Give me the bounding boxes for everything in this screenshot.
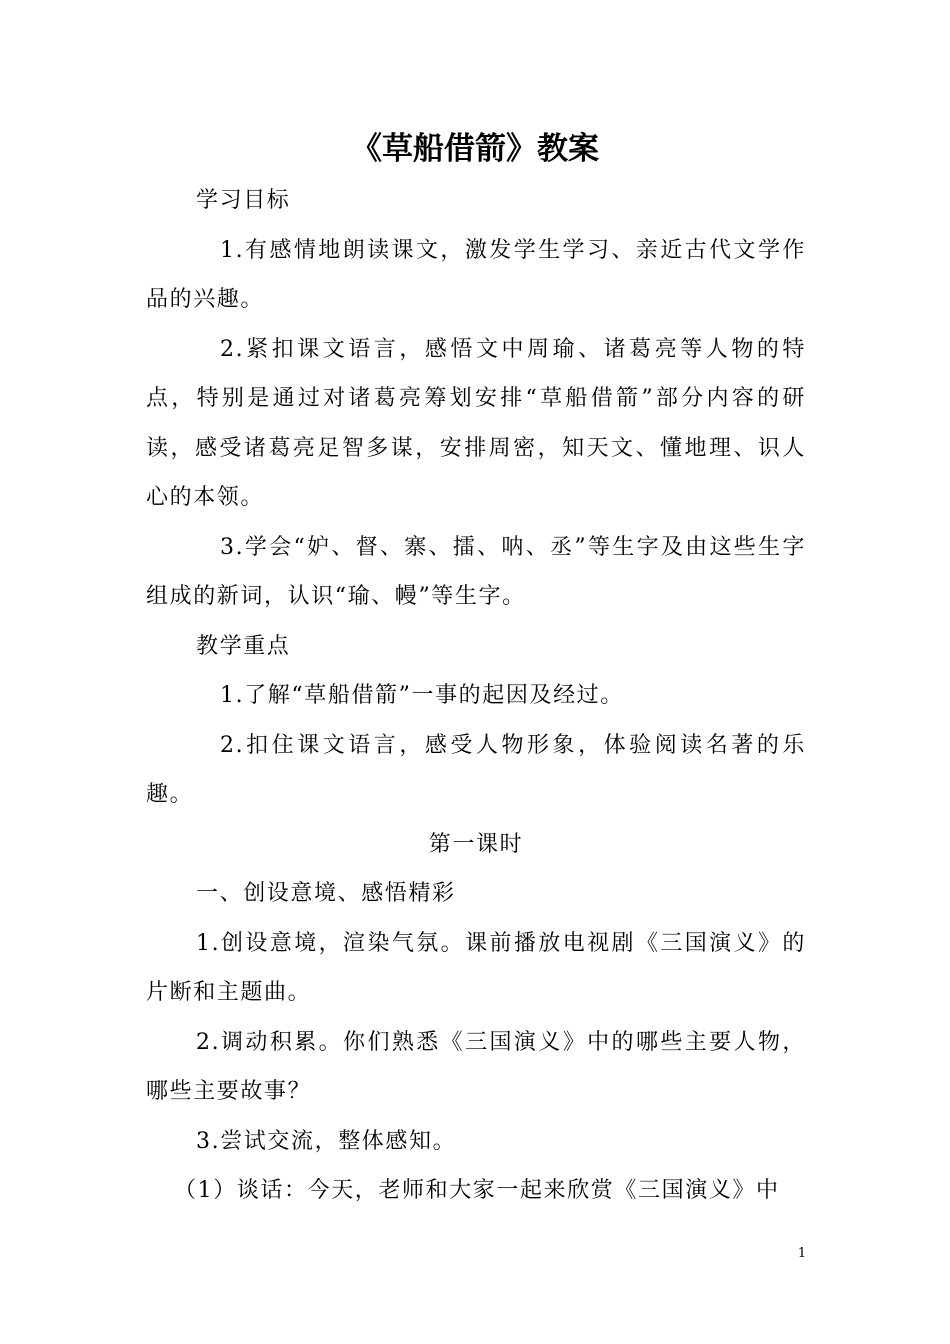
goal-item-2: 2.紧扣课文语言，感悟文中周瑜、诸葛亮等人物的特点，特别是通过对诸葛亮筹划安排“草船借箭”部分内容的研读，感受诸葛亮足智多谋，安排周密，知天文、懂地理、识人心的本领。 [146, 336, 806, 510]
step-item-2: 2.调动积累。你们熟悉《三国演义》中的哪些主要人物，哪些主要故事？ [146, 1029, 806, 1104]
document-body [146, 176, 806, 1216]
key-point-item-2: 2.扣住课文语言，感受人物形象，体验阅读名著的乐趣。 [146, 732, 806, 807]
section-heading-learning-goals: 学习目标 [196, 188, 291, 213]
section-heading-key-points: 教学重点 [196, 633, 291, 659]
page-number: 1 [797, 1246, 807, 1261]
step-item-3: 3.尝试交流，整体感知。 [196, 1128, 457, 1154]
goal-item-3: 3.学会“妒、督、寨、擂、呐、丞”等生字及由这些生字组成的新词，认识“瑜、幔”等生字。 [146, 534, 806, 609]
step-subitem-1: （1）谈话：今天，老师和大家一起来欣赏《三国演义》中 [174, 1178, 780, 1203]
step-heading-1: 一、创设意境、感悟精彩 [196, 881, 456, 906]
document-title: 《草船借箭》教案 [351, 131, 599, 167]
step-item-1: 1.创设意境，渲染气氛。课前播放电视剧《三国演义》的片断和主题曲。 [146, 930, 806, 1005]
key-point-item-1: 1.了解“草船借箭”一事的起因及经过。 [220, 683, 624, 708]
lesson-period-heading: 第一课时 [428, 831, 524, 857]
goal-item-1: 1.有感情地朗读课文，激发学生学习、亲近古代文学作品的兴趣。 [146, 237, 806, 312]
